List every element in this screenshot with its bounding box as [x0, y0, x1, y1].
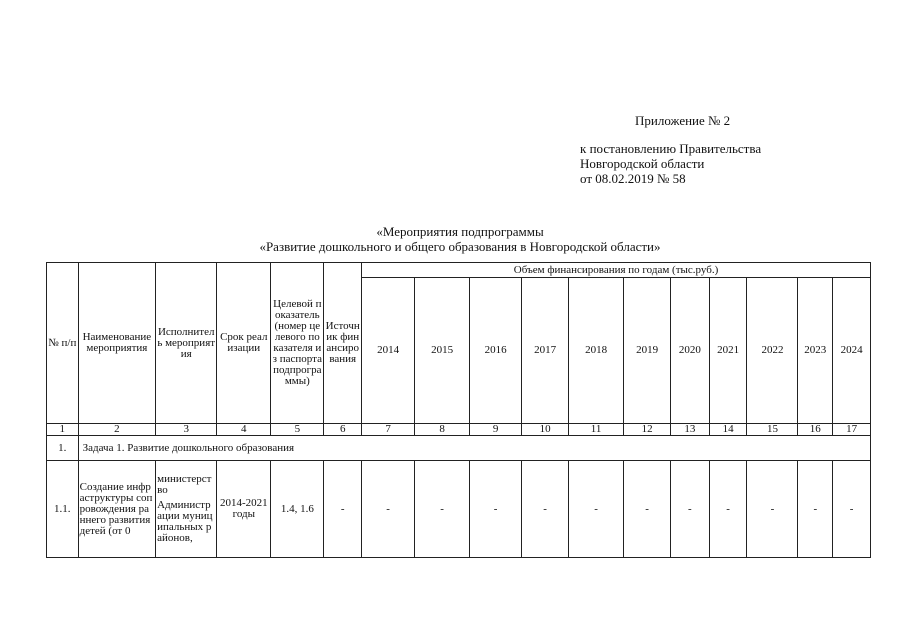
header-year: 2020: [671, 278, 710, 424]
column-number: 14: [709, 424, 747, 436]
header-term: Срок реализации: [217, 263, 271, 424]
funding-value: -: [569, 461, 624, 558]
column-number: 4: [217, 424, 271, 436]
column-number: 16: [798, 424, 833, 436]
executor-line: Администрации муниципальных районов,: [157, 499, 213, 544]
column-number: 17: [833, 424, 871, 436]
column-number: 13: [671, 424, 710, 436]
column-number: 1: [47, 424, 79, 436]
header-year: 2017: [522, 278, 569, 424]
activity-target: 1.4, 1.6: [271, 461, 324, 558]
header-year: 2015: [415, 278, 470, 424]
column-number: 8: [415, 424, 470, 436]
funding-source: -: [324, 461, 362, 558]
appendix-line: Новгородской области: [580, 156, 705, 171]
table-row: [47, 461, 871, 558]
activities-table: [46, 262, 871, 558]
task-title: Задача 1. Развитие дошкольного образования: [78, 436, 870, 461]
funding-value: -: [415, 461, 470, 558]
funding-value: -: [709, 461, 747, 558]
column-number: 15: [747, 424, 798, 436]
activity-name: Создание инфраструктуры сопровождения раннего развития детей (от 0: [78, 461, 156, 558]
appendix-date-line: от 08.02.2019 № 58: [580, 171, 686, 186]
header-target: Целевой показатель (номер целевого показателя из паспорта подпрограммы): [271, 263, 324, 424]
header-row-top: [47, 263, 871, 278]
funding-value: -: [798, 461, 833, 558]
header-source: Источник финансирования: [324, 263, 362, 424]
title-line: «Мероприятия подпрограммы: [376, 224, 544, 239]
column-number: 5: [271, 424, 324, 436]
activity-executor: [156, 461, 217, 558]
column-number: 6: [324, 424, 362, 436]
funding-value: -: [747, 461, 798, 558]
header-year: 2019: [624, 278, 671, 424]
executor-line: министерство: [157, 473, 212, 496]
funding-value: -: [671, 461, 710, 558]
column-number: 12: [624, 424, 671, 436]
column-number-row: [47, 424, 871, 436]
column-number: 11: [569, 424, 624, 436]
funding-value: -: [362, 461, 415, 558]
column-number: 10: [522, 424, 569, 436]
funding-value: -: [624, 461, 671, 558]
header-year: 2023: [798, 278, 833, 424]
header-name: Наименование мероприятия: [78, 263, 156, 424]
appendix-block: [580, 113, 820, 186]
task-number: 1.: [47, 436, 79, 461]
column-number: 3: [156, 424, 217, 436]
column-number: 7: [362, 424, 415, 436]
title-line: «Развитие дошкольного и общего образования в Новгородской области»: [259, 239, 661, 254]
column-number: 2: [78, 424, 156, 436]
funding-value: -: [522, 461, 569, 558]
funding-value: -: [833, 461, 871, 558]
header-year: 2021: [709, 278, 747, 424]
header-year: 2024: [833, 278, 871, 424]
header-year: 2022: [747, 278, 798, 424]
task-row: [47, 436, 871, 461]
header-year: 2016: [470, 278, 522, 424]
header-year: 2014: [362, 278, 415, 424]
header-funding: Объем финансирования по годам (тыс.руб.): [362, 263, 871, 278]
header-executor: Исполнитель мероприятия: [156, 263, 217, 424]
appendix-number: Приложение № 2: [635, 113, 731, 128]
column-number: 9: [470, 424, 522, 436]
header-year: 2018: [569, 278, 624, 424]
activity-term: 2014-2021 годы: [217, 461, 271, 558]
document-title: [180, 224, 740, 254]
funding-value: -: [470, 461, 522, 558]
row-number: 1.1.: [47, 461, 79, 558]
appendix-line: к постановлению Правительства: [580, 141, 762, 156]
header-num: № п/п: [47, 263, 79, 424]
